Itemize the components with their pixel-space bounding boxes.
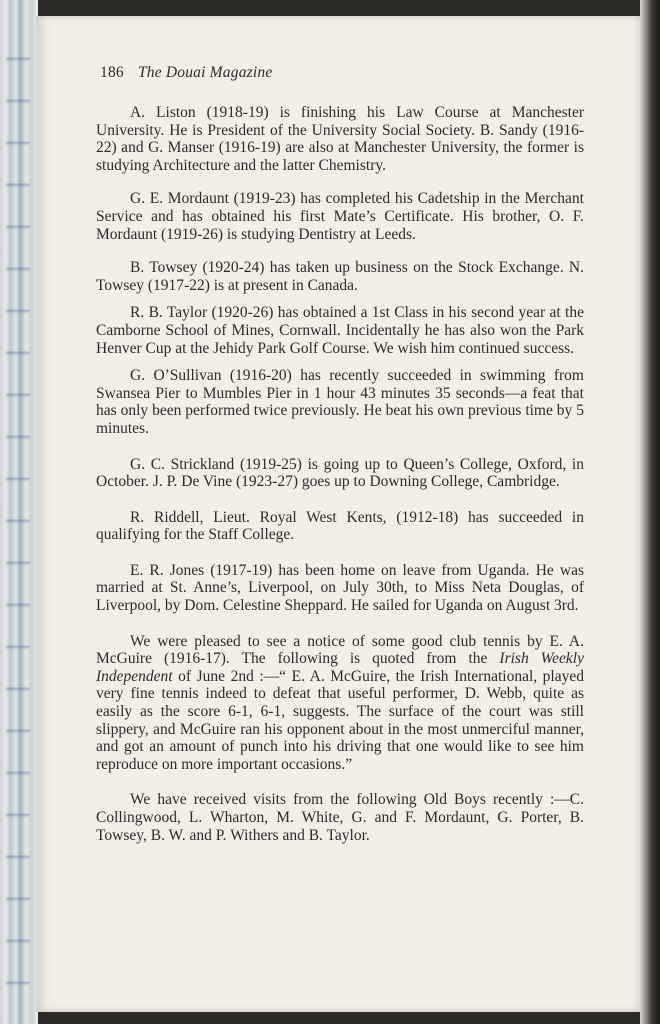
paragraph-mordaunt: G. E. Mordaunt (1919-23) has completed his Cadetship in the Merchant Service and has obtained his first Mate’s Certificate. His brother, O. F. Mordaunt (1919-26) is studying Dentistry at Leeds. — [96, 190, 584, 243]
paragraph-taylor: R. B. Taylor (1920-26) has obtained a 1st Class in his second year at the Camborne School of Mines, Cornwall. Incidentally he has also won the Park Henver Cup at the Jehidy Park Golf Course. We wish him continued success. — [96, 304, 584, 357]
paragraph-osullivan: G. O’Sullivan (1916-20) has recently succeeded in swimming from Swansea Pier to Mumbles Pier in 1 hour 43 minutes 35 seconds—a feat that has only been performed twice previously. He beat his own previous time by 5 minutes. — [96, 367, 584, 437]
paragraph-liston: A. Liston (1918-19) is finishing his Law Course at Manchester University. He is President of the University Social Society. B. Sandy (1916-22) and G. Manser (1916-19) are also at Manchester University, the former is studying Architecture and the latter Chemistry. — [96, 104, 584, 174]
paragraph-towsey: B. Towsey (1920-24) has taken up business on the Stock Exchange. N. Towsey (1917-22) is at present in Canada. — [96, 259, 584, 294]
paragraph-riddell: R. Riddell, Lieut. Royal West Kents, (1912-18) has succeeded in qualifying for the Staff College. — [96, 508, 584, 544]
paragraph-mcguire — [96, 633, 584, 774]
paragraph-jones: E. R. Jones (1917-19) has been home on leave from Uganda. He was married at St. Anne’s, Liverpool, on July 30th, to Miss Neta Douglas, of Liverpool, by Dom. Celestine Sheppard. He sailed for Uganda on August 3rd. — [96, 561, 584, 615]
right-page-edge — [640, 0, 660, 1024]
page-number: 186 — [100, 64, 124, 81]
book-spine-edge — [0, 0, 38, 1024]
paragraph-visitors: We have received visits from the following Old Boys recently :—C. Collingwood, L. Wharton, M. White, G. and F. Mordaunt, G. Porter, B. Towsey, B. W. and P. Withers and B. Taylor. — [96, 791, 584, 844]
newspaper-title: Irish Weekly Independent — [96, 650, 584, 685]
mcguire-text-end: of June 2nd :—“ E. A. McGuire, the Irish International, played very fine tennis indeed to defeat that useful performer, D. Webb, quite as easily as the score 6-1, 6-1, suggests. The surface of the court was still slippery, and McGuire ran his opponent about in the most unmerciful manner, and got an amount of punch into his driving that one would like to see him reproduce on more important occasions.” — [96, 667, 584, 773]
spine-texture — [6, 20, 30, 1010]
mcguire-text-start: We were pleased to see a notice of some good club tennis by E. A. McGuire (1916-17). The following is quoted from the — [96, 632, 584, 668]
paragraph-strickland: G. C. Strickland (1919-25) is going up to Queen’s College, Oxford, in October. J. P. De Vine (1923-27) goes up to Downing College, Cambridge. — [96, 455, 584, 491]
article-body — [96, 104, 584, 860]
running-header — [100, 64, 272, 82]
magazine-title: The Douai Magazine — [137, 64, 273, 81]
